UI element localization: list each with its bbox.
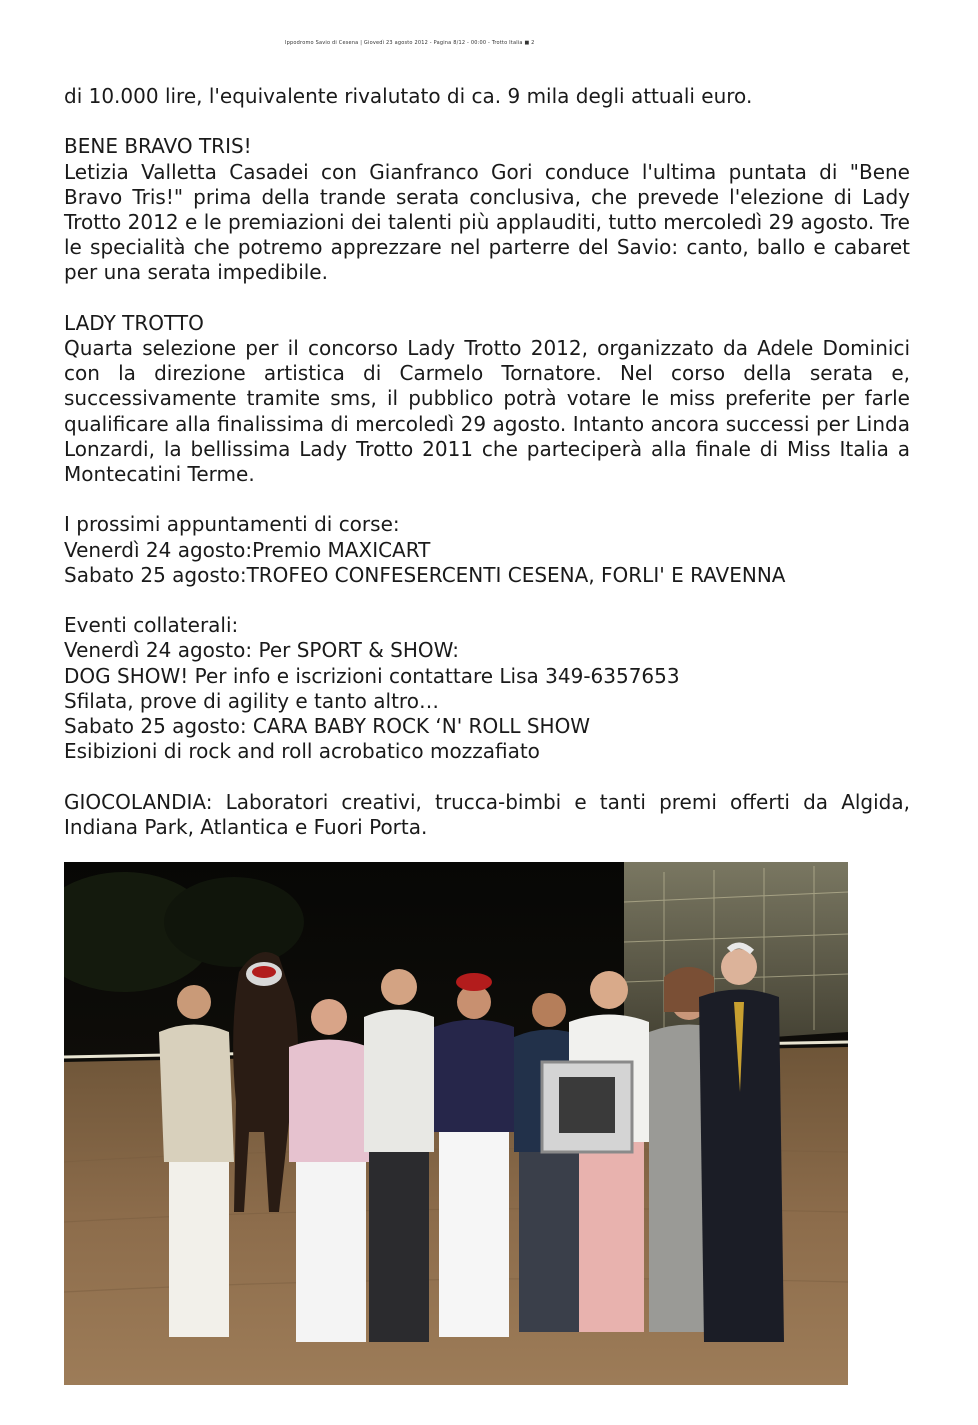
bene-bravo-paragraph: Letizia Valletta Casadei con Gianfranco Gori conduce l'ultima puntata di "Bene Bravo Tris!" prima della trande serata conclusiva, che prevede l'elezione di Lady Trotto 2012 e le premiazioni dei talenti più applauditi, tutto mercoledì 29 agosto. Tre le specialità che potremo apprezzare nel parterre del Savio: canto, ballo e cabaret per una serata impedibile. (64, 159, 910, 285)
article-body (64, 84, 910, 840)
lady-trotto-heading: LADY TROTTO (64, 310, 204, 335)
eventi-item: Sabato 25 agosto: CARA BABY ROCK ‘N' ROLL SHOW (64, 714, 591, 739)
eventi-item: DOG SHOW! Per info e iscrizioni contattare Lisa 349-6357653 (64, 663, 680, 688)
corse-heading: I prossimi appuntamenti di corse: (64, 512, 400, 537)
award-ceremony-photo (64, 862, 848, 1385)
eventi-item: Venerdì 24 agosto: Per SPORT & SHOW: (64, 638, 459, 663)
corse-item: Venerdì 24 agosto:Premio MAXICART (64, 537, 431, 562)
bene-bravo-heading: BENE BRAVO TRIS! (64, 134, 252, 159)
page-header-line: Ippodromo Savio di Cesena | Giovedì 23 agosto 2012 - Pagina 8/12 - 00:00 - Trotto Italia ■ 2 (285, 40, 535, 46)
intro-line: di 10.000 lire, l'equivalente rivalutato di ca. 9 mila degli attuali euro. (64, 84, 753, 108)
giocolandia-paragraph: GIOCOLANDIA: Laboratori creativi, trucca-bimbi e tanti premi offerti da Algida, Indiana Park, Atlantica e Fuori Porta. (64, 789, 910, 839)
eventi-item: Sfilata, prove di agility e tanto altro… (64, 688, 439, 713)
corse-item: Sabato 25 agosto:TROFEO CONFESERCENTI CESENA, FORLI' E RAVENNA (64, 562, 786, 587)
eventi-item: Esibizioni di rock and roll acrobatico mozzafiato (64, 739, 540, 764)
eventi-heading: Eventi collaterali: (64, 613, 239, 638)
lady-trotto-paragraph: Quarta selezione per il concorso Lady Trotto 2012, organizzato da Adele Dominici con la direzione artistica di Carmelo Tornatore. Nel corso della serata e, successivamente tramite sms, il pubblico potrà votare le miss preferite per farle qualificare alla finalissima di mercoledì 29 agosto. Intanto ancora successi per Linda Lonzardi, la bellissima Lady Trotto 2011 che parteciperà alla finale di Miss Italia a Montecatini Terme. (64, 336, 910, 487)
